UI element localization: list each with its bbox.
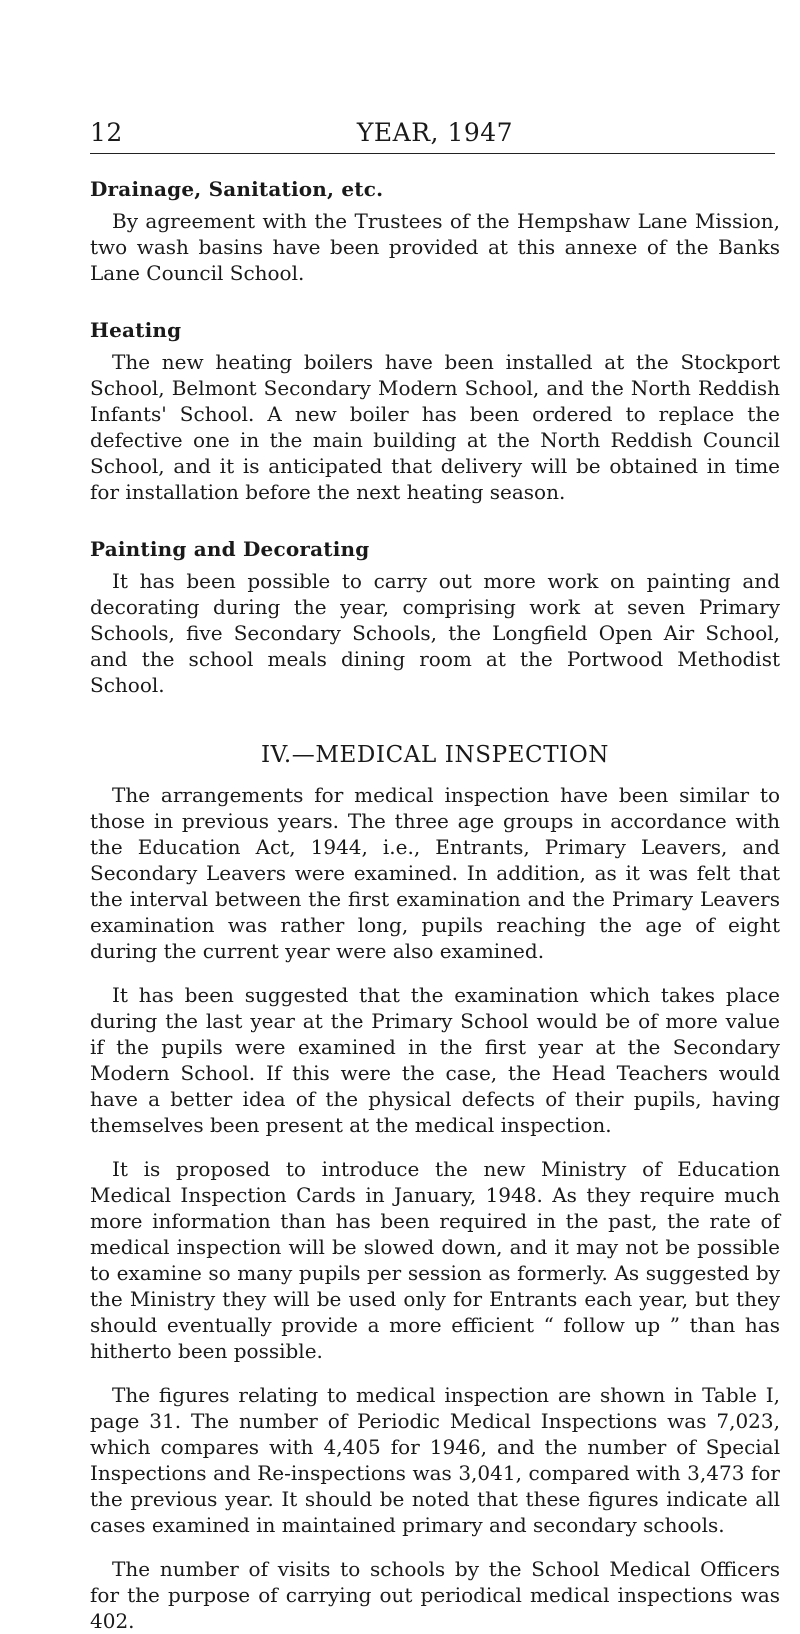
paragraph: The number of visits to schools by the School Medical Officers for the purpose of carrying out periodical medical inspections was 402. (90, 1557, 780, 1633)
paragraph: It is proposed to introduce the new Ministry of Education Medical Inspection Cards in January, 1948. As they require much more information than has been required in the past, the rate of medical inspection will be slowed down, and it may not be possible to examine so many pupils per session as formerly. As suggested by the Ministry they will be used only for Entrants each year, but they should eventually provide a more efficient “ follow up ” than has hitherto been possible. (90, 1157, 780, 1363)
heading-painting: Painting and Decorating (90, 537, 370, 561)
section-heating (90, 316, 780, 505)
page-header (90, 118, 780, 152)
section-painting (90, 535, 780, 698)
section-drainage (90, 175, 780, 286)
paragraph: It has been possible to carry out more work on painting and decorating during the year, comprising work at seven Primary Schools, five Secondary Schools, the Longfield Open Air School, and the school meals dining room at the Portwood Methodist School. (90, 569, 780, 697)
paragraph: The new heating boilers have been installed at the Stockport School, Belmont Secondary Modern School, and the North Reddish Infants' School. A new boiler has been ordered to replace the defective one in the main building at the North Reddish Council School, and it is anticipated that delivery will be obtained in time for installation before the next heating season. (90, 350, 780, 504)
page-body (90, 175, 780, 1634)
paragraph: It has been suggested that the examination which takes place during the last year at the Primary School would be of more value if the pupils were examined in the first year at the Secondary Modern School. If this were the case, the Head Teachers would have a better idea of the physical defects of their pupils, having themselves been present at the medical inspection. (90, 983, 780, 1137)
paragraph: The arrangements for medical inspection have been similar to those in previous years. The three age groups in accordance with the Education Act, 1944, i.e., Entrants, Primary Leavers, and Secondary Leavers were examined. In addition, as it was felt that the interval between the first examination and the Primary Leavers examination was rather long, pupils reaching the age of eight during the current year were also examined. (90, 783, 780, 963)
heading-drainage: Drainage, Sanitation, etc. (90, 177, 384, 201)
page-number: 12 (90, 118, 123, 147)
heading-medical-inspection: IV.—MEDICAL INSPECTION (260, 742, 610, 768)
running-title: YEAR, 1947 (356, 118, 514, 147)
paragraph: The figures relating to medical inspection are shown in Table I, page 31. The number of Periodic Medical Inspections was 7,023, which compares with 4,405 for 1946, and the number of Special Inspections and Re-inspections was 3,041, compared with 3,473 for the previous year. It should be noted that these figures indicate all cases examined in maintained primary and secondary schools. (90, 1383, 780, 1537)
paragraph: By agreement with the Trustees of the Hempshaw Lane Mission, two wash basins have been provided at this annexe of the Banks Lane Council School. (90, 209, 780, 285)
heading-heating: Heating (90, 318, 182, 342)
header-rule (90, 153, 775, 154)
section-medical-inspection (90, 740, 780, 1634)
